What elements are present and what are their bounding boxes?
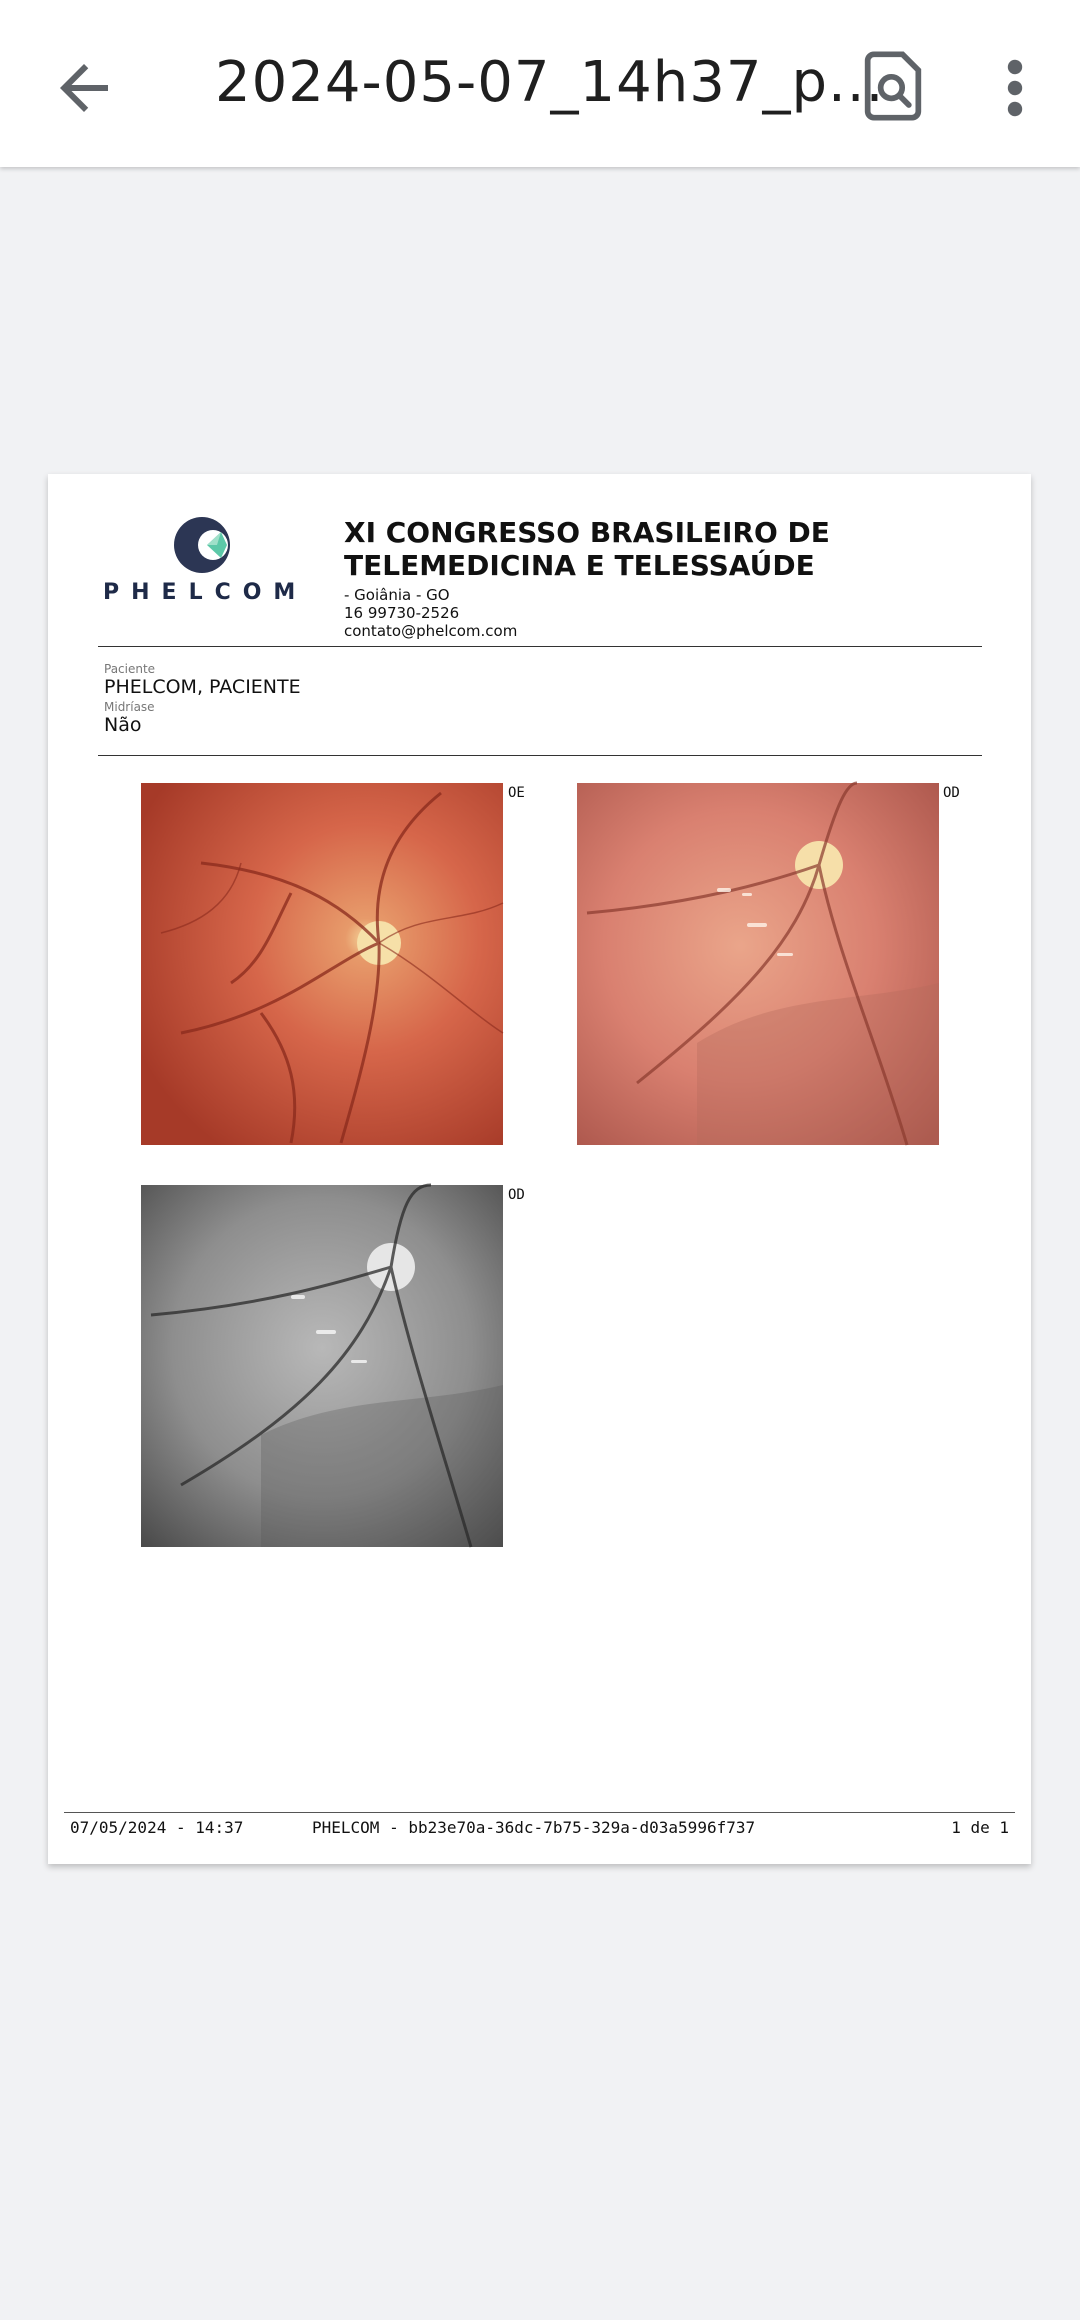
document-title: 2024-05-07_14h37_p... <box>215 50 885 115</box>
footer-divider <box>64 1812 1015 1813</box>
patient-value: PHELCOM, PACIENTE <box>104 676 301 698</box>
mydriasis-label: Midríase <box>104 700 155 714</box>
top-app-bar <box>0 0 1080 167</box>
footer-exam-id: PHELCOM - bb23e70a-36dc-7b75-329a-d03a5996f737 <box>312 1818 756 1837</box>
patient-divider <box>98 755 982 756</box>
fundus-image-oe <box>141 783 503 1145</box>
footer-date: 07/05/2024 - 14:37 <box>70 1818 244 1837</box>
organization-header <box>344 516 964 640</box>
org-email: contato@phelcom.com <box>344 622 518 640</box>
more-vert-icon[interactable] <box>990 52 1040 124</box>
footer-page-number: 1 de 1 <box>951 1818 1009 1837</box>
fundus-image-od <box>577 783 939 1145</box>
org-name-line2: TELEMEDICINA E TELESSAÚDE <box>344 549 815 582</box>
find-in-page-icon[interactable] <box>855 48 931 124</box>
header-divider <box>98 646 982 647</box>
org-name-line1: XI CONGRESSO BRASILEIRO DE <box>344 516 830 549</box>
org-phone: 16 99730-2526 <box>344 604 460 622</box>
phelcom-logo-icon <box>173 514 235 576</box>
mydriasis-value: Não <box>104 714 142 736</box>
patient-label: Paciente <box>104 662 156 676</box>
arrow-back-icon[interactable] <box>48 52 120 124</box>
eye-label-od-redfree: OD <box>508 1187 525 1203</box>
eye-label-oe: OE <box>508 785 525 801</box>
phelcom-logo-text: PHELCOM <box>103 580 308 605</box>
phelcom-logo <box>103 514 313 624</box>
org-city: - Goiânia - GO <box>344 586 450 604</box>
pdf-page[interactable] <box>48 474 1031 1864</box>
fundus-image-od-redfree <box>141 1185 503 1547</box>
eye-label-od: OD <box>943 785 960 801</box>
patient-info <box>104 662 704 737</box>
